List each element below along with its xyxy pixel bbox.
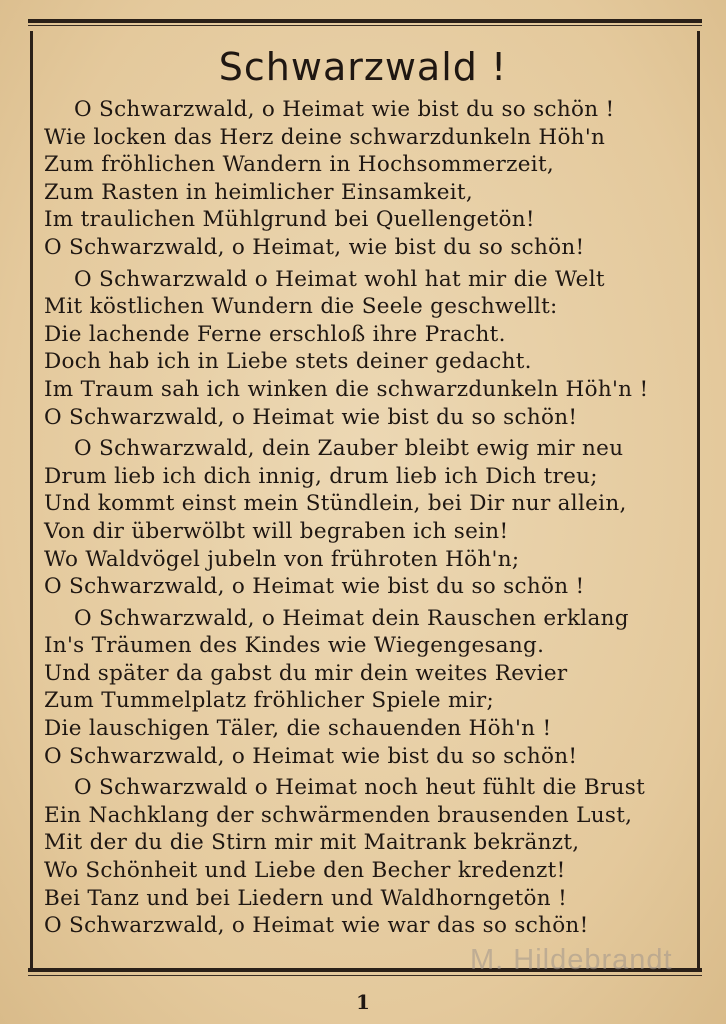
poem-line: O Schwarzwald, o Heimat dein Rauschen erklang xyxy=(74,605,629,631)
poem-line: Bei Tanz und bei Liedern und Waldhorngetön ! xyxy=(44,885,568,911)
poem-line: Zum Rasten in heimlicher Einsamkeit, xyxy=(44,179,474,205)
page-number: 1 xyxy=(356,990,370,1014)
poem-line: O Schwarzwald, o Heimat wie bist du so schön! xyxy=(44,743,578,769)
stanza-2 xyxy=(44,266,694,432)
poem-line: Die lachende Ferne erschloß ihre Pracht. xyxy=(44,321,506,347)
poem-line: Drum lieb ich dich innig, drum lieb ich Dich treu; xyxy=(44,463,598,489)
poem xyxy=(44,96,694,944)
top-rule-thin xyxy=(28,25,702,26)
poem-line: O Schwarzwald, o Heimat, wie bist du so schön! xyxy=(44,234,585,260)
stanza-3 xyxy=(44,435,694,601)
poem-line: Und kommt einst mein Stündlein, bei Dir nur allein, xyxy=(44,491,627,517)
poem-line: Und später da gabst du mir dein weites Revier xyxy=(44,660,568,686)
poem-line: Wo Waldvögel jubeln von frühroten Höh'n; xyxy=(44,546,520,572)
poem-line: O Schwarzwald, o Heimat wie bist du so schön ! xyxy=(74,97,615,122)
poem-line: Zum Tummelplatz fröhlicher Spiele mir; xyxy=(44,688,495,714)
stanza-5 xyxy=(44,774,694,940)
poem-line: Ein Nachklang der schwärmenden brausenden Lust, xyxy=(44,802,633,828)
poem-line: Zum fröhlichen Wandern in Hochsommerzeit, xyxy=(44,152,555,178)
poem-line: Von dir überwölbt will begraben ich sein! xyxy=(44,518,509,544)
poem-line: O Schwarzwald, o Heimat wie bist du so schön! xyxy=(44,404,578,430)
top-rule xyxy=(28,19,702,23)
poem-line: Wo Schönheit und Liebe den Becher kredenzt! xyxy=(44,858,566,884)
poem-line: O Schwarzwald, dein Zauber bleibt ewig mir neu xyxy=(74,436,624,462)
page-title: Schwarzwald ! xyxy=(218,45,508,89)
stanza-4 xyxy=(44,605,694,771)
poem-line: Mit der du die Stirn mir mit Maitrank bekränzt, xyxy=(44,830,580,856)
poem-line: Im Traum sah ich winken die schwarzdunkeln Höh'n ! xyxy=(44,376,649,402)
poem-line: Mit köstlichen Wundern die Seele geschwellt: xyxy=(44,294,558,320)
poem-line: O Schwarzwald o Heimat wohl hat mir die Welt xyxy=(74,266,605,292)
poem-line: Im traulichen Mühlgrund bei Quellengetön! xyxy=(44,207,535,233)
watermark: M. Hildebrandt xyxy=(470,944,673,976)
poem-line: O Schwarzwald, o Heimat wie bist du so schön ! xyxy=(44,574,585,600)
poem-line: Wie locken das Herz deine schwarzdunkeln Höh'n xyxy=(44,124,606,150)
poem-line: Doch hab ich in Liebe stets deiner gedacht. xyxy=(44,349,532,375)
poem-line: O Schwarzwald, o Heimat wie war das so schön! xyxy=(44,913,589,939)
stanza-1 xyxy=(44,96,694,262)
poem-line: O Schwarzwald o Heimat noch heut fühlt die Brust xyxy=(74,775,646,801)
poem-line: Die lauschigen Täler, die schauenden Höh'n ! xyxy=(44,716,552,742)
poem-line: In's Träumen des Kindes wie Wiegengesang. xyxy=(44,633,545,659)
